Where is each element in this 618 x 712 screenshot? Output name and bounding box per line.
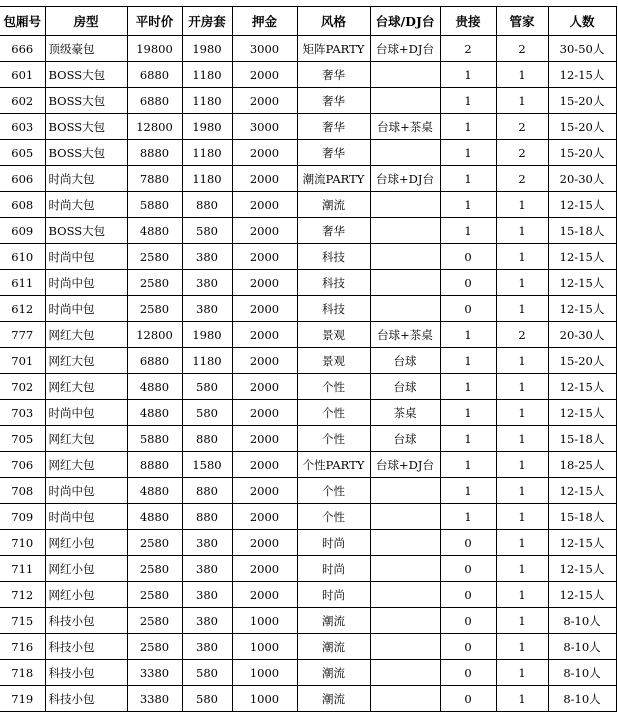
table-row: [0, 140, 616, 166]
cell-room-type: BOSS大包: [45, 88, 127, 114]
cell-room-number: 718: [0, 660, 45, 686]
cell-room-package: 380: [182, 530, 232, 556]
cell-deposit: 2000: [232, 556, 297, 582]
cell-vip-reception: 1: [440, 140, 496, 166]
cell-deposit: 2000: [232, 504, 297, 530]
cell-room-type: 网红大包: [45, 322, 127, 348]
cell-style: 奢华: [297, 218, 370, 244]
header-vip-reception: 贵接: [440, 7, 496, 36]
cell-room-number: 603: [0, 114, 45, 140]
cell-vip-reception: 0: [440, 244, 496, 270]
table-row: [0, 244, 616, 270]
cell-room-type: 网红小包: [45, 556, 127, 582]
cell-style: 奢华: [297, 62, 370, 88]
cell-room-type: BOSS大包: [45, 140, 127, 166]
cell-regular-price: 7880: [127, 166, 182, 192]
cell-room-number: 612: [0, 296, 45, 322]
table-row: [0, 36, 616, 62]
table-row: [0, 322, 616, 348]
cell-vip-reception: 0: [440, 634, 496, 660]
cell-room-package: 880: [182, 192, 232, 218]
cell-room-package: 880: [182, 504, 232, 530]
cell-deposit: 2000: [232, 530, 297, 556]
cell-room-number: 609: [0, 218, 45, 244]
cell-vip-reception: 1: [440, 114, 496, 140]
cell-vip-reception: 0: [440, 582, 496, 608]
cell-room-package: 580: [182, 400, 232, 426]
cell-room-package: 580: [182, 374, 232, 400]
cell-butler: 1: [496, 218, 548, 244]
cell-vip-reception: 0: [440, 296, 496, 322]
cell-billiards-dj: 台球+茶桌: [370, 322, 440, 348]
cell-vip-reception: 0: [440, 530, 496, 556]
cell-room-package: 380: [182, 582, 232, 608]
cell-deposit: 2000: [232, 218, 297, 244]
cell-billiards-dj: [370, 270, 440, 296]
cell-billiards-dj: [370, 192, 440, 218]
cell-capacity: 30-50人: [548, 36, 616, 62]
table-row: [0, 270, 616, 296]
cell-butler: 1: [496, 374, 548, 400]
cell-room-type: 科技小包: [45, 634, 127, 660]
cell-vip-reception: 1: [440, 218, 496, 244]
cell-deposit: 3000: [232, 114, 297, 140]
cell-capacity: 12-15人: [548, 62, 616, 88]
cell-room-number: 610: [0, 244, 45, 270]
cell-regular-price: 2580: [127, 270, 182, 296]
cell-room-package: 1180: [182, 88, 232, 114]
cell-capacity: 12-15人: [548, 556, 616, 582]
cell-deposit: 2000: [232, 244, 297, 270]
cell-capacity: 12-15人: [548, 192, 616, 218]
cell-room-package: 1180: [182, 62, 232, 88]
cell-capacity: 12-15人: [548, 582, 616, 608]
cell-capacity: 15-20人: [548, 348, 616, 374]
cell-vip-reception: 1: [440, 192, 496, 218]
cell-room-number: 608: [0, 192, 45, 218]
table-row: [0, 88, 616, 114]
cell-capacity: 12-15人: [548, 270, 616, 296]
cell-regular-price: 2580: [127, 634, 182, 660]
cell-capacity: 8-10人: [548, 686, 616, 712]
cell-room-number: 702: [0, 374, 45, 400]
cell-billiards-dj: [370, 244, 440, 270]
cell-deposit: 1000: [232, 608, 297, 634]
cell-billiards-dj: [370, 478, 440, 504]
cell-deposit: 2000: [232, 478, 297, 504]
cell-butler: 1: [496, 244, 548, 270]
table-row: [0, 62, 616, 88]
cell-style: 科技: [297, 270, 370, 296]
cell-room-package: 380: [182, 634, 232, 660]
table-row: [0, 114, 616, 140]
cell-vip-reception: 1: [440, 504, 496, 530]
table-row: [0, 530, 616, 556]
cell-capacity: 20-30人: [548, 166, 616, 192]
cell-deposit: 2000: [232, 192, 297, 218]
table-row: [0, 608, 616, 634]
cell-capacity: 12-15人: [548, 400, 616, 426]
table-row: [0, 634, 616, 660]
cell-room-number: 605: [0, 140, 45, 166]
cell-deposit: 2000: [232, 296, 297, 322]
cell-style: 景观: [297, 348, 370, 374]
cell-butler: 1: [496, 296, 548, 322]
cell-room-package: 580: [182, 660, 232, 686]
cell-vip-reception: 0: [440, 270, 496, 296]
cell-vip-reception: 1: [440, 452, 496, 478]
cell-deposit: 2000: [232, 426, 297, 452]
cell-room-number: 711: [0, 556, 45, 582]
header-regular-price: 平时价: [127, 7, 182, 36]
cell-room-type: 科技小包: [45, 686, 127, 712]
cell-room-package: 1980: [182, 36, 232, 62]
cell-regular-price: 6880: [127, 348, 182, 374]
cell-room-package: 1580: [182, 452, 232, 478]
cell-billiards-dj: [370, 218, 440, 244]
cell-style: 时尚: [297, 556, 370, 582]
cell-billiards-dj: [370, 634, 440, 660]
cell-billiards-dj: 台球+DJ台: [370, 166, 440, 192]
cell-deposit: 1000: [232, 660, 297, 686]
cell-room-number: 666: [0, 36, 45, 62]
cell-regular-price: 3380: [127, 660, 182, 686]
cell-capacity: 15-18人: [548, 504, 616, 530]
table-row: [0, 478, 616, 504]
table-row: [0, 686, 616, 712]
cell-style: 潮流: [297, 660, 370, 686]
cell-room-package: 380: [182, 296, 232, 322]
cell-capacity: 12-15人: [548, 530, 616, 556]
table-row: [0, 582, 616, 608]
header-butler: 管家: [496, 7, 548, 36]
header-row: [0, 7, 616, 36]
cell-vip-reception: 1: [440, 478, 496, 504]
table-row: [0, 296, 616, 322]
cell-deposit: 2000: [232, 140, 297, 166]
cell-vip-reception: 0: [440, 608, 496, 634]
cell-vip-reception: 1: [440, 400, 496, 426]
cell-style: 潮流: [297, 686, 370, 712]
cell-butler: 1: [496, 582, 548, 608]
cell-capacity: 15-20人: [548, 140, 616, 166]
cell-capacity: 12-15人: [548, 374, 616, 400]
cell-deposit: 2000: [232, 400, 297, 426]
cell-butler: 2: [496, 166, 548, 192]
cell-capacity: 12-15人: [548, 296, 616, 322]
table-row: [0, 374, 616, 400]
cell-capacity: 8-10人: [548, 634, 616, 660]
cell-regular-price: 5880: [127, 192, 182, 218]
cell-room-type: BOSS大包: [45, 218, 127, 244]
cell-style: 矩阵PARTY: [297, 36, 370, 62]
cell-room-package: 380: [182, 244, 232, 270]
cell-style: 个性: [297, 504, 370, 530]
cell-room-type: 网红大包: [45, 426, 127, 452]
cell-style: 潮流: [297, 608, 370, 634]
cell-butler: 1: [496, 556, 548, 582]
cell-room-number: 712: [0, 582, 45, 608]
cell-regular-price: 2580: [127, 296, 182, 322]
cell-room-type: 网红小包: [45, 530, 127, 556]
header-room-package: 开房套: [182, 7, 232, 36]
cell-billiards-dj: [370, 530, 440, 556]
cell-billiards-dj: [370, 88, 440, 114]
cell-butler: 1: [496, 504, 548, 530]
cell-regular-price: 5880: [127, 426, 182, 452]
cell-regular-price: 2580: [127, 244, 182, 270]
cell-style: 潮流: [297, 634, 370, 660]
cell-room-type: 网红大包: [45, 374, 127, 400]
cell-billiards-dj: [370, 140, 440, 166]
cell-room-package: 1180: [182, 140, 232, 166]
table-row: [0, 166, 616, 192]
cell-style: 个性: [297, 400, 370, 426]
table-row: [0, 452, 616, 478]
cell-capacity: 15-20人: [548, 114, 616, 140]
cell-billiards-dj: 台球: [370, 348, 440, 374]
cell-capacity: 20-30人: [548, 322, 616, 348]
cell-vip-reception: 0: [440, 556, 496, 582]
cell-style: 景观: [297, 322, 370, 348]
cell-room-package: 380: [182, 270, 232, 296]
cell-room-type: 科技小包: [45, 608, 127, 634]
cell-butler: 1: [496, 530, 548, 556]
header-room-type: 房型: [45, 7, 127, 36]
cell-deposit: 2000: [232, 374, 297, 400]
cell-room-number: 611: [0, 270, 45, 296]
cell-capacity: 15-20人: [548, 88, 616, 114]
cell-room-package: 880: [182, 478, 232, 504]
header-capacity: 人数: [548, 7, 616, 36]
cell-regular-price: 3380: [127, 686, 182, 712]
cell-butler: 2: [496, 114, 548, 140]
cell-style: 时尚: [297, 582, 370, 608]
cell-deposit: 2000: [232, 322, 297, 348]
cell-room-type: 科技小包: [45, 660, 127, 686]
cell-billiards-dj: [370, 296, 440, 322]
cell-room-number: 602: [0, 88, 45, 114]
cell-room-type: 时尚大包: [45, 192, 127, 218]
cell-room-number: 709: [0, 504, 45, 530]
header-room-number: 包厢号: [0, 7, 45, 36]
cell-butler: 1: [496, 686, 548, 712]
cell-style: 科技: [297, 244, 370, 270]
cell-style: 奢华: [297, 88, 370, 114]
header-style: 风格: [297, 7, 370, 36]
cell-room-package: 380: [182, 556, 232, 582]
cell-room-number: 777: [0, 322, 45, 348]
cell-billiards-dj: 茶桌: [370, 400, 440, 426]
cell-butler: 1: [496, 452, 548, 478]
cell-butler: 2: [496, 322, 548, 348]
cell-regular-price: 19800: [127, 36, 182, 62]
cell-capacity: 12-15人: [548, 478, 616, 504]
cell-room-type: 时尚中包: [45, 400, 127, 426]
cell-room-number: 715: [0, 608, 45, 634]
cell-room-number: 719: [0, 686, 45, 712]
cell-regular-price: 6880: [127, 88, 182, 114]
cell-room-type: 时尚中包: [45, 244, 127, 270]
cell-room-type: 网红大包: [45, 452, 127, 478]
header-deposit: 押金: [232, 7, 297, 36]
table-row: [0, 660, 616, 686]
table-row: [0, 400, 616, 426]
cell-room-package: 1980: [182, 114, 232, 140]
cell-room-number: 703: [0, 400, 45, 426]
cell-vip-reception: 1: [440, 62, 496, 88]
cell-room-type: 网红小包: [45, 582, 127, 608]
cell-regular-price: 12800: [127, 114, 182, 140]
cell-deposit: 2000: [232, 270, 297, 296]
cell-style: 潮流: [297, 192, 370, 218]
cell-regular-price: 2580: [127, 582, 182, 608]
cell-butler: 1: [496, 88, 548, 114]
cell-room-package: 380: [182, 608, 232, 634]
cell-regular-price: 2580: [127, 556, 182, 582]
cell-capacity: 8-10人: [548, 608, 616, 634]
cell-vip-reception: 1: [440, 426, 496, 452]
cell-deposit: 2000: [232, 166, 297, 192]
cell-butler: 1: [496, 608, 548, 634]
cell-room-number: 606: [0, 166, 45, 192]
cell-regular-price: 4880: [127, 400, 182, 426]
cell-vip-reception: 0: [440, 660, 496, 686]
cell-deposit: 3000: [232, 36, 297, 62]
table-row: [0, 218, 616, 244]
cell-capacity: 12-15人: [548, 244, 616, 270]
cell-deposit: 1000: [232, 686, 297, 712]
cell-room-number: 708: [0, 478, 45, 504]
cell-butler: 1: [496, 62, 548, 88]
cell-billiards-dj: [370, 660, 440, 686]
cell-style: 个性PARTY: [297, 452, 370, 478]
cell-billiards-dj: 台球+茶桌: [370, 114, 440, 140]
table-row: [0, 504, 616, 530]
cell-capacity: 18-25人: [548, 452, 616, 478]
cell-room-type: BOSS大包: [45, 114, 127, 140]
cell-style: 科技: [297, 296, 370, 322]
cell-deposit: 2000: [232, 88, 297, 114]
table-row: [0, 426, 616, 452]
cell-room-package: 1980: [182, 322, 232, 348]
cell-billiards-dj: [370, 504, 440, 530]
cell-vip-reception: 1: [440, 166, 496, 192]
cell-deposit: 2000: [232, 62, 297, 88]
cell-room-number: 601: [0, 62, 45, 88]
cell-butler: 1: [496, 348, 548, 374]
cell-butler: 1: [496, 478, 548, 504]
cell-butler: 1: [496, 426, 548, 452]
table-row: [0, 556, 616, 582]
cell-room-type: 时尚中包: [45, 270, 127, 296]
cell-room-package: 1180: [182, 166, 232, 192]
cell-regular-price: 8880: [127, 452, 182, 478]
cell-vip-reception: 0: [440, 686, 496, 712]
cell-capacity: 8-10人: [548, 660, 616, 686]
cell-regular-price: 6880: [127, 62, 182, 88]
cell-room-package: 580: [182, 686, 232, 712]
cell-regular-price: 12800: [127, 322, 182, 348]
cell-deposit: 2000: [232, 582, 297, 608]
cell-room-number: 701: [0, 348, 45, 374]
cell-regular-price: 2580: [127, 608, 182, 634]
cell-billiards-dj: [370, 582, 440, 608]
cell-butler: 1: [496, 660, 548, 686]
cell-billiards-dj: [370, 556, 440, 582]
cell-style: 奢华: [297, 114, 370, 140]
table-row: [0, 192, 616, 218]
cell-vip-reception: 2: [440, 36, 496, 62]
cell-room-number: 710: [0, 530, 45, 556]
cell-vip-reception: 1: [440, 322, 496, 348]
table-row: [0, 348, 616, 374]
cell-billiards-dj: [370, 62, 440, 88]
cell-style: 个性: [297, 478, 370, 504]
cell-butler: 1: [496, 270, 548, 296]
cell-capacity: 15-18人: [548, 426, 616, 452]
cell-style: 奢华: [297, 140, 370, 166]
cell-room-type: 时尚中包: [45, 296, 127, 322]
cell-vip-reception: 1: [440, 348, 496, 374]
room-price-table: [0, 6, 617, 712]
cell-room-type: 时尚中包: [45, 504, 127, 530]
cell-style: 时尚: [297, 530, 370, 556]
cell-room-number: 706: [0, 452, 45, 478]
cell-butler: 2: [496, 140, 548, 166]
cell-regular-price: 8880: [127, 140, 182, 166]
cell-style: 个性: [297, 426, 370, 452]
cell-vip-reception: 1: [440, 88, 496, 114]
cell-butler: 1: [496, 400, 548, 426]
cell-room-type: 顶级豪包: [45, 36, 127, 62]
cell-billiards-dj: 台球+DJ台: [370, 452, 440, 478]
cell-butler: 2: [496, 36, 548, 62]
cell-billiards-dj: 台球+DJ台: [370, 36, 440, 62]
cell-regular-price: 4880: [127, 478, 182, 504]
cell-regular-price: 4880: [127, 504, 182, 530]
cell-style: 个性: [297, 374, 370, 400]
cell-deposit: 2000: [232, 348, 297, 374]
cell-regular-price: 4880: [127, 218, 182, 244]
header-billiards-dj: 台球/DJ台: [370, 7, 440, 36]
cell-regular-price: 2580: [127, 530, 182, 556]
cell-billiards-dj: [370, 686, 440, 712]
cell-room-number: 705: [0, 426, 45, 452]
cell-style: 潮流PARTY: [297, 166, 370, 192]
cell-billiards-dj: 台球: [370, 426, 440, 452]
cell-room-package: 580: [182, 218, 232, 244]
cell-regular-price: 4880: [127, 374, 182, 400]
cell-room-number: 716: [0, 634, 45, 660]
cell-deposit: 2000: [232, 452, 297, 478]
cell-room-type: 时尚中包: [45, 478, 127, 504]
cell-room-type: BOSS大包: [45, 62, 127, 88]
cell-billiards-dj: [370, 608, 440, 634]
cell-room-package: 880: [182, 426, 232, 452]
cell-room-package: 1180: [182, 348, 232, 374]
cell-capacity: 15-18人: [548, 218, 616, 244]
cell-butler: 1: [496, 192, 548, 218]
cell-vip-reception: 1: [440, 374, 496, 400]
cell-butler: 1: [496, 634, 548, 660]
cell-deposit: 1000: [232, 634, 297, 660]
cell-room-type: 网红大包: [45, 348, 127, 374]
cell-billiards-dj: 台球: [370, 374, 440, 400]
cell-room-type: 时尚大包: [45, 166, 127, 192]
